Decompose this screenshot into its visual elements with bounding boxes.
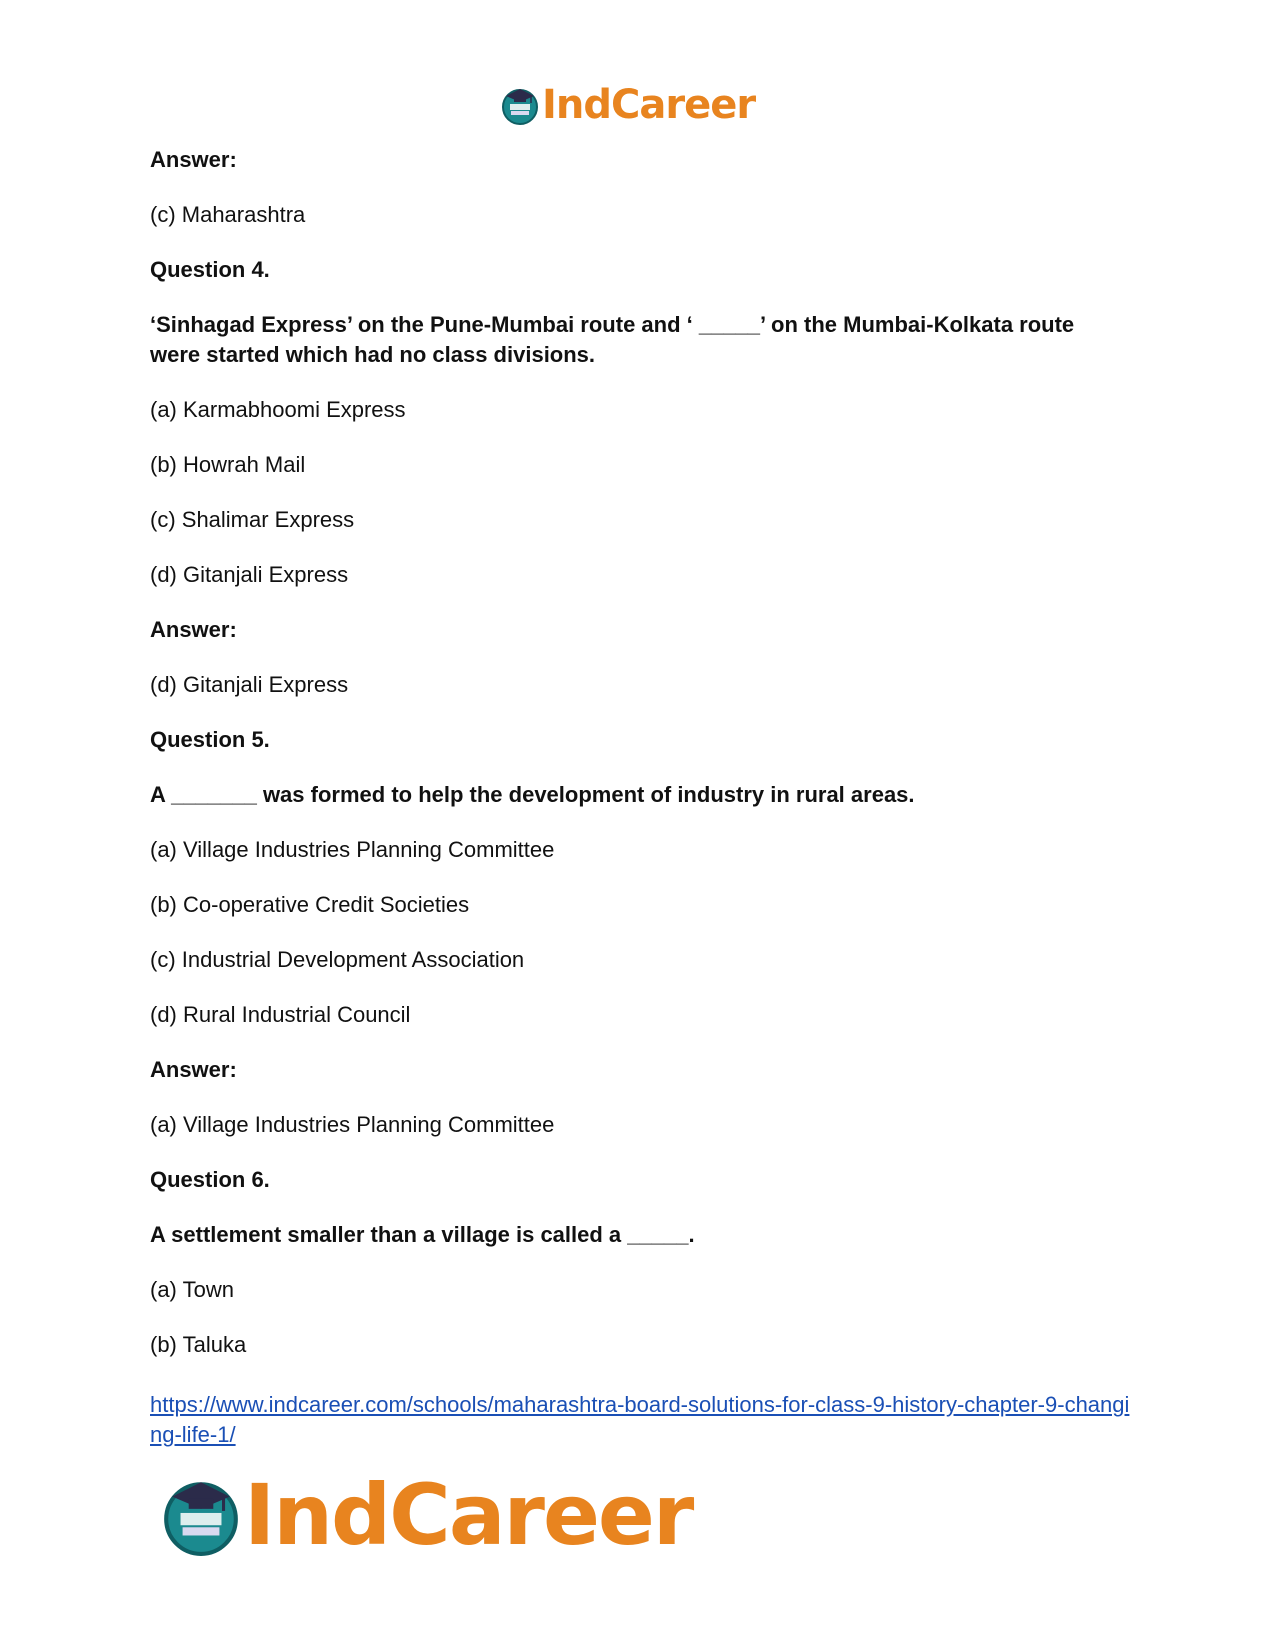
question-text: A _______ was formed to help the development of industry in rural areas. — [150, 782, 915, 807]
option-item: (a) Karmabhoomi Express — [150, 397, 406, 422]
option-item: (b) Taluka — [150, 1332, 247, 1357]
answer-label: Answer: — [150, 147, 237, 172]
option-item: (c) Shalimar Express — [150, 507, 355, 532]
header-logo — [500, 82, 755, 128]
question-text: A settlement smaller than a village is called a _____. — [150, 1222, 695, 1247]
answer-label: Answer: — [150, 1057, 237, 1082]
option-item: (b) Co-operative Credit Societies — [150, 892, 470, 917]
option-item: (a) Town — [150, 1277, 234, 1302]
logo-globe-icon — [160, 1472, 242, 1558]
question-text: ‘Sinhagad Express’ on the Pune-Mumbai route and ‘ _____’ on the Mumbai-Kolkata route were started which had no class divisions. — [150, 312, 1075, 367]
footer-logo-text: IndCareer — [244, 1466, 693, 1564]
answer-text: (c) Maharashtra — [150, 202, 306, 227]
question-heading: Question 5. — [150, 727, 270, 752]
footer-logo — [160, 1466, 693, 1564]
header-logo-text: IndCareer — [542, 82, 756, 128]
answer-text: (a) Village Industries Planning Committee — [150, 1112, 555, 1137]
option-item: (c) Industrial Development Association — [150, 947, 525, 972]
answer-text: (d) Gitanjali Express — [150, 672, 349, 697]
option-item: (a) Village Industries Planning Committee — [150, 837, 555, 862]
question-heading: Question 6. — [150, 1167, 270, 1192]
source-link[interactable]: https://www.indcareer.com/schools/maharashtra-board-solutions-for-class-9-history-chapter-9-changing-life-1/ — [150, 1392, 1130, 1447]
option-item: (d) Gitanjali Express — [150, 562, 349, 587]
logo-globe-icon — [500, 84, 540, 126]
question-heading: Question 4. — [150, 257, 270, 282]
option-item: (d) Rural Industrial Council — [150, 1002, 411, 1027]
answer-label: Answer: — [150, 617, 237, 642]
option-item: (b) Howrah Mail — [150, 452, 306, 477]
